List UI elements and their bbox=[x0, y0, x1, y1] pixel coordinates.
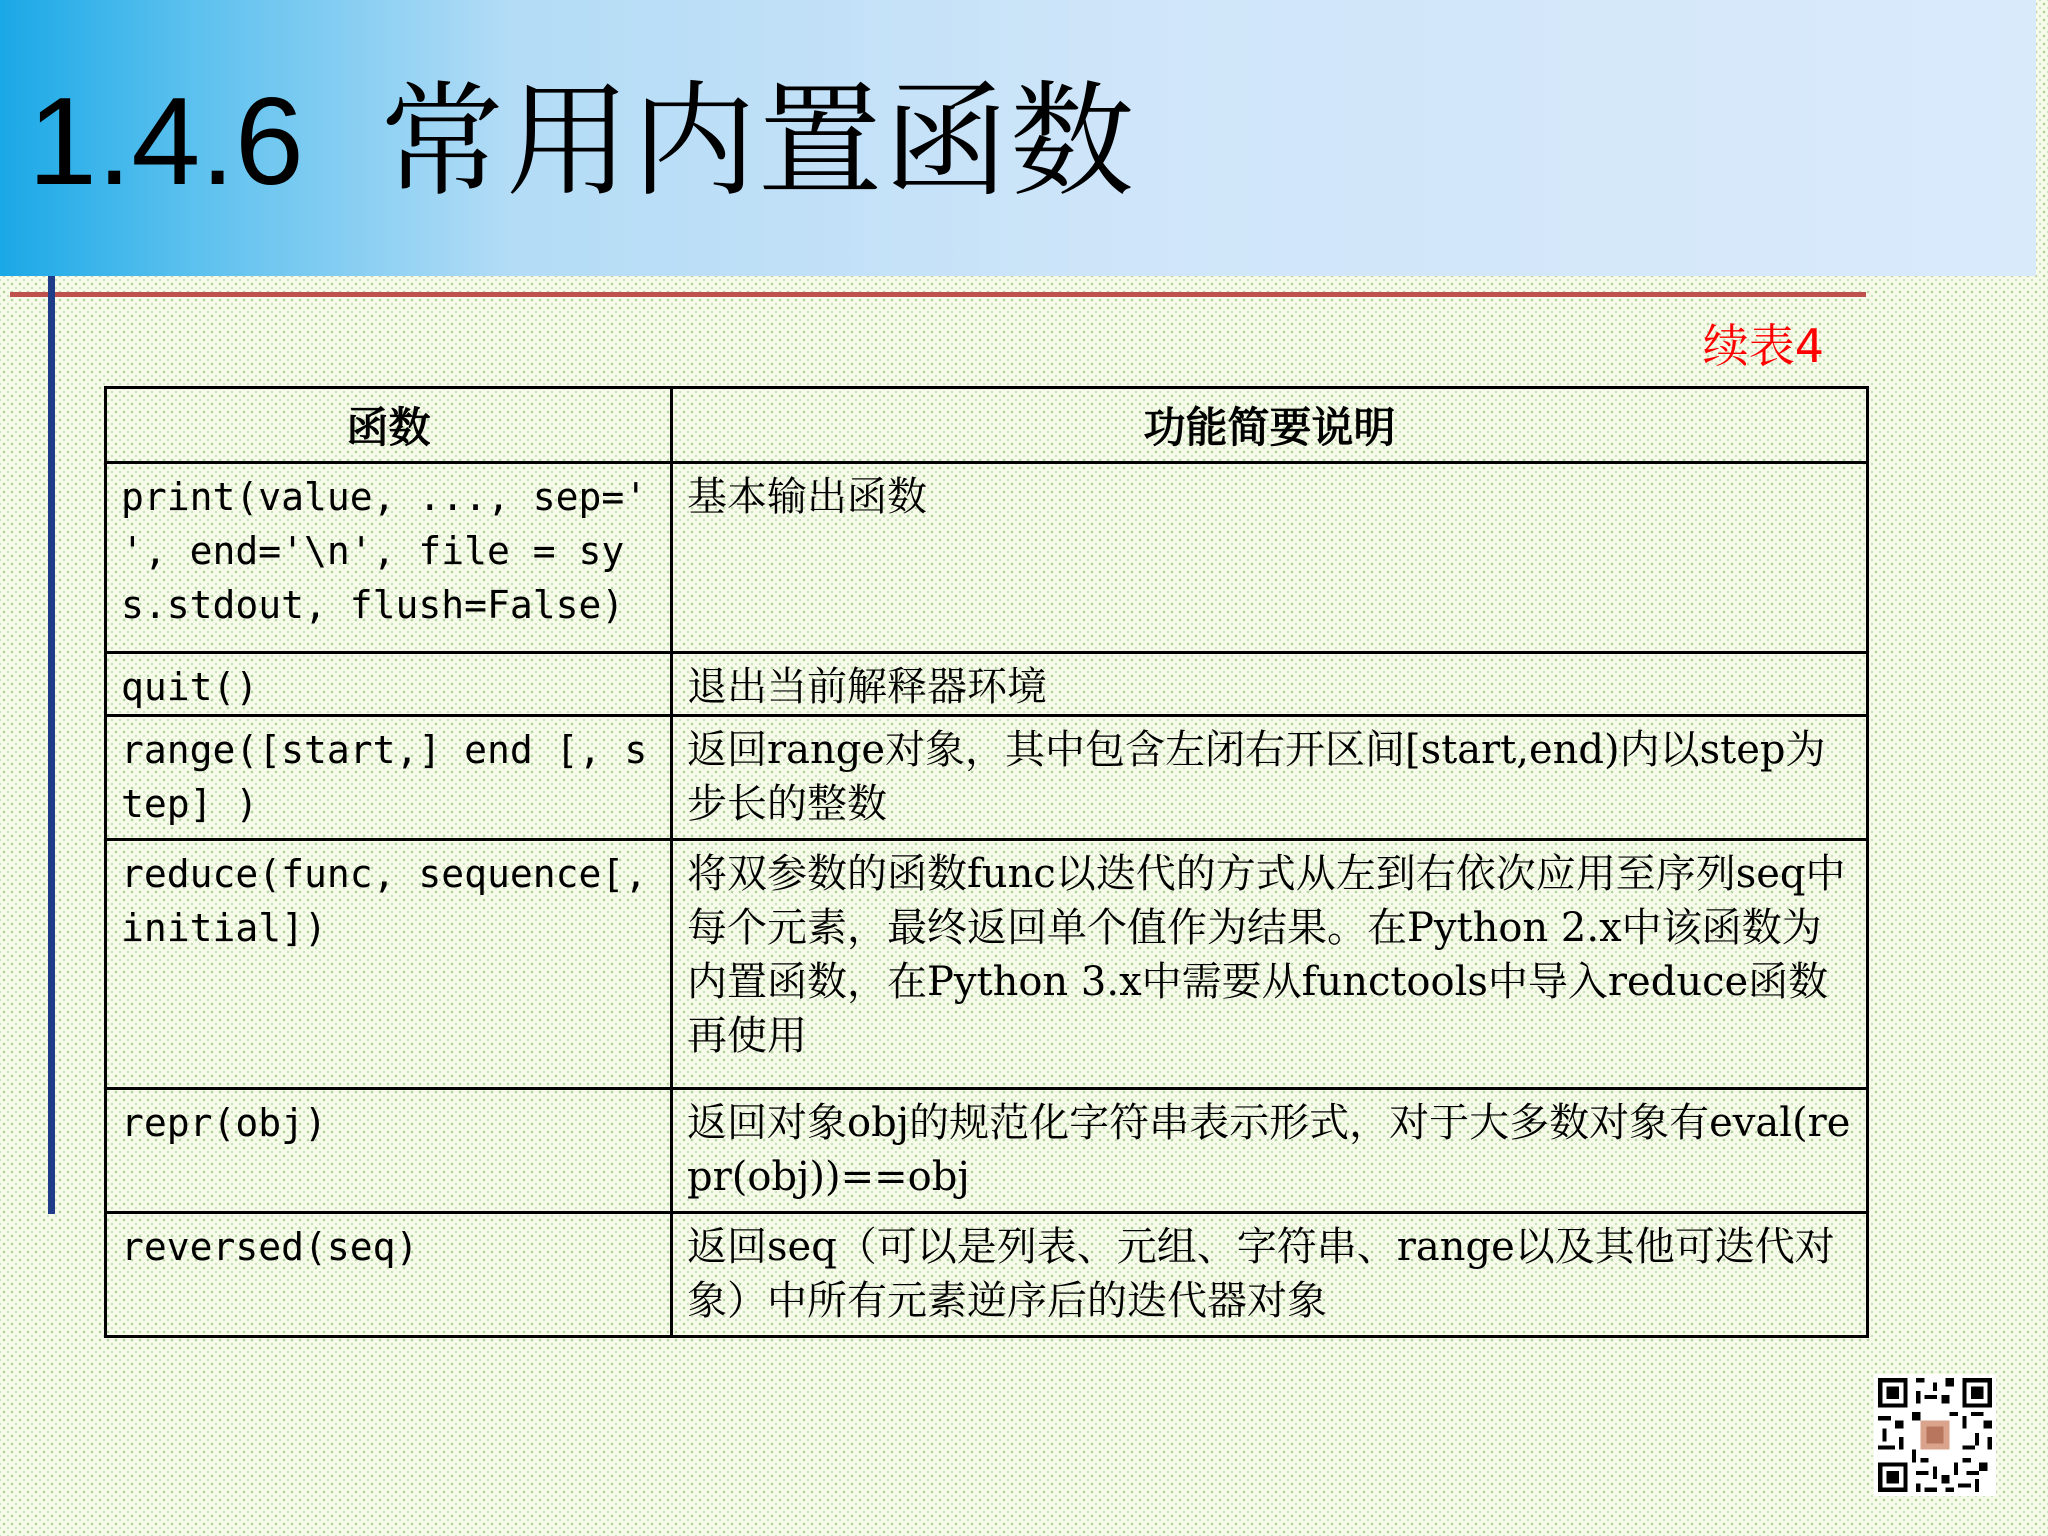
function-description: 基本输出函数 bbox=[672, 463, 1868, 653]
left-accent-bar bbox=[48, 276, 55, 1214]
table-row bbox=[106, 1213, 1868, 1337]
function-description: 返回对象obj的规范化字符串表示形式，对于大多数对象有eval(repr(obj))==obj bbox=[672, 1089, 1868, 1213]
function-signature: reduce(func, sequence[, initial]) bbox=[106, 840, 672, 1089]
qr-code-icon bbox=[1874, 1374, 1996, 1496]
table-row bbox=[106, 840, 1868, 1089]
function-description: 将双参数的函数func以迭代的方式从左到右依次应用至序列seq中每个元素，最终返回单个值作为结果。在Python 2.x中该函数为内置函数，在Python 3.x中需要从functools中导入reduce函数再使用 bbox=[672, 840, 1868, 1089]
function-description: 退出当前解释器环境 bbox=[672, 653, 1868, 716]
function-signature: reversed(seq) bbox=[106, 1213, 672, 1337]
title-divider bbox=[10, 292, 1866, 297]
function-description: 返回range对象，其中包含左闭右开区间[start,end)内以step为步长的整数 bbox=[672, 716, 1868, 840]
slide-title: 常用内置函数 bbox=[380, 70, 1137, 214]
table-row bbox=[106, 716, 1868, 840]
header-function: 函数 bbox=[106, 388, 672, 463]
function-signature: repr(obj) bbox=[106, 1089, 672, 1213]
table-caption: 续表4 bbox=[1702, 319, 1824, 373]
table-row bbox=[106, 653, 1868, 716]
table-header-row bbox=[106, 388, 1868, 463]
function-signature: print(value, ..., sep=' ', end='\n', file = sys.stdout, flush=False) bbox=[106, 463, 672, 653]
builtin-functions-table bbox=[104, 386, 1869, 1338]
table-row bbox=[106, 1089, 1868, 1213]
function-signature: quit() bbox=[106, 653, 672, 716]
function-description: 返回seq（可以是列表、元组、字符串、range以及其他可迭代对象）中所有元素逆序后的迭代器对象 bbox=[672, 1213, 1868, 1337]
table-row bbox=[106, 463, 1868, 653]
section-number: 1.4.6 bbox=[28, 73, 304, 211]
function-signature: range([start,] end [, step] ) bbox=[106, 716, 672, 840]
header-description: 功能简要说明 bbox=[672, 388, 1868, 463]
